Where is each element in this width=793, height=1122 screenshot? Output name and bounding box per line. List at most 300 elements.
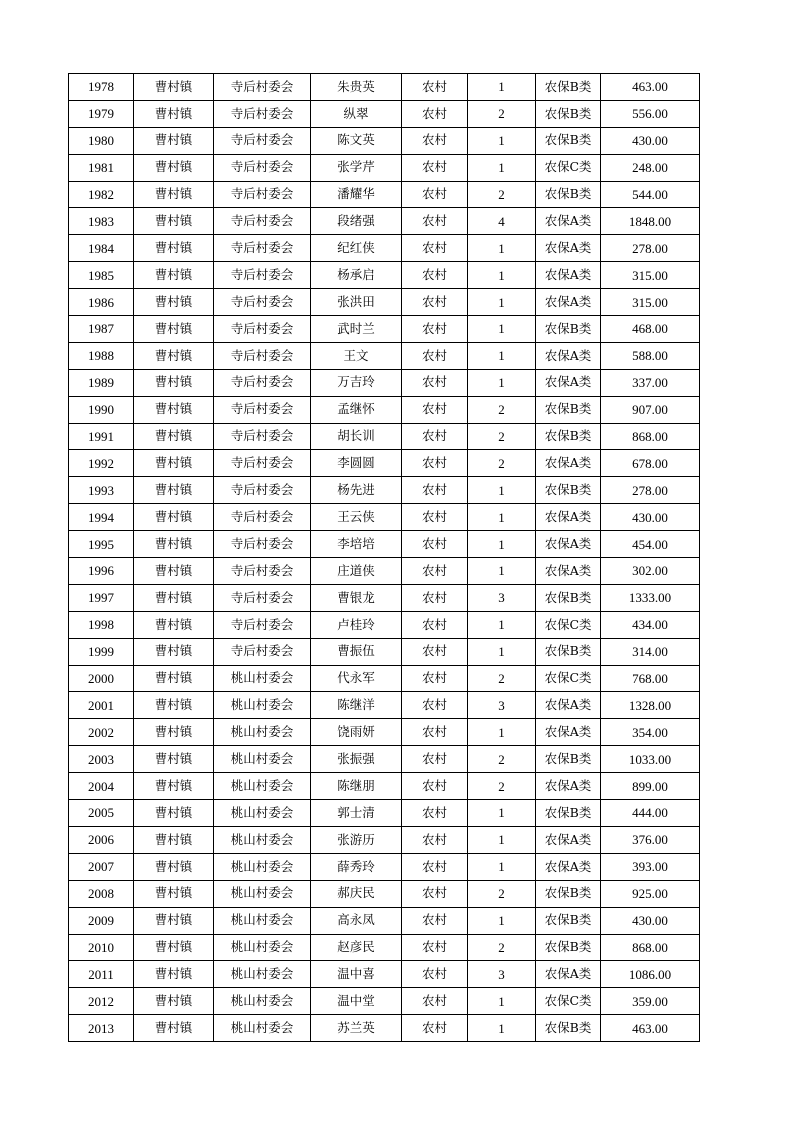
cell-row-number: 2001 bbox=[69, 692, 134, 719]
cell-village-committee: 寺后村委会 bbox=[214, 369, 311, 396]
cell-household-count: 1 bbox=[468, 342, 536, 369]
cell-person-name: 陈文英 bbox=[311, 127, 402, 154]
cell-town: 曹村镇 bbox=[134, 100, 214, 127]
cell-area-type: 农村 bbox=[402, 154, 468, 181]
cell-person-name: 苏兰英 bbox=[311, 1015, 402, 1042]
cell-area-type: 农村 bbox=[402, 181, 468, 208]
table-row bbox=[69, 880, 700, 907]
cell-village-committee: 寺后村委会 bbox=[214, 262, 311, 289]
cell-village-committee: 寺后村委会 bbox=[214, 396, 311, 423]
cell-person-name: 纵翠 bbox=[311, 100, 402, 127]
cell-amount: 278.00 bbox=[601, 477, 700, 504]
table-row bbox=[69, 638, 700, 665]
cell-household-count: 1 bbox=[468, 316, 536, 343]
cell-row-number: 1983 bbox=[69, 208, 134, 235]
cell-village-committee: 寺后村委会 bbox=[214, 450, 311, 477]
cell-area-type: 农村 bbox=[402, 692, 468, 719]
cell-insurance-category: 农保B类 bbox=[536, 800, 601, 827]
cell-household-count: 1 bbox=[468, 638, 536, 665]
cell-area-type: 农村 bbox=[402, 369, 468, 396]
cell-person-name: 赵彦民 bbox=[311, 934, 402, 961]
cell-insurance-category: 农保B类 bbox=[536, 181, 601, 208]
cell-row-number: 2012 bbox=[69, 988, 134, 1015]
cell-row-number: 1989 bbox=[69, 369, 134, 396]
cell-person-name: 杨承启 bbox=[311, 262, 402, 289]
cell-village-committee: 桃山村委会 bbox=[214, 907, 311, 934]
cell-row-number: 1996 bbox=[69, 558, 134, 585]
cell-household-count: 2 bbox=[468, 423, 536, 450]
cell-household-count: 1 bbox=[468, 1015, 536, 1042]
cell-household-count: 1 bbox=[468, 558, 536, 585]
cell-household-count: 2 bbox=[468, 934, 536, 961]
cell-row-number: 2009 bbox=[69, 907, 134, 934]
cell-household-count: 1 bbox=[468, 262, 536, 289]
cell-area-type: 农村 bbox=[402, 208, 468, 235]
cell-household-count: 1 bbox=[468, 154, 536, 181]
cell-area-type: 农村 bbox=[402, 423, 468, 450]
cell-village-committee: 寺后村委会 bbox=[214, 154, 311, 181]
cell-insurance-category: 农保B类 bbox=[536, 638, 601, 665]
cell-row-number: 2013 bbox=[69, 1015, 134, 1042]
cell-insurance-category: 农保C类 bbox=[536, 665, 601, 692]
cell-insurance-category: 农保A类 bbox=[536, 208, 601, 235]
cell-person-name: 段绪强 bbox=[311, 208, 402, 235]
cell-insurance-category: 农保A类 bbox=[536, 558, 601, 585]
cell-area-type: 农村 bbox=[402, 289, 468, 316]
cell-area-type: 农村 bbox=[402, 316, 468, 343]
cell-household-count: 3 bbox=[468, 692, 536, 719]
cell-town: 曹村镇 bbox=[134, 800, 214, 827]
cell-amount: 430.00 bbox=[601, 504, 700, 531]
cell-town: 曹村镇 bbox=[134, 342, 214, 369]
cell-household-count: 1 bbox=[468, 504, 536, 531]
cell-row-number: 1982 bbox=[69, 181, 134, 208]
cell-village-committee: 寺后村委会 bbox=[214, 342, 311, 369]
cell-town: 曹村镇 bbox=[134, 719, 214, 746]
cell-area-type: 农村 bbox=[402, 826, 468, 853]
cell-town: 曹村镇 bbox=[134, 369, 214, 396]
cell-town: 曹村镇 bbox=[134, 396, 214, 423]
cell-person-name: 胡长训 bbox=[311, 423, 402, 450]
cell-village-committee: 桃山村委会 bbox=[214, 692, 311, 719]
cell-town: 曹村镇 bbox=[134, 262, 214, 289]
cell-insurance-category: 农保C类 bbox=[536, 611, 601, 638]
cell-amount: 544.00 bbox=[601, 181, 700, 208]
cell-amount: 556.00 bbox=[601, 100, 700, 127]
cell-amount: 430.00 bbox=[601, 127, 700, 154]
cell-village-committee: 桃山村委会 bbox=[214, 773, 311, 800]
cell-insurance-category: 农保B类 bbox=[536, 127, 601, 154]
cell-area-type: 农村 bbox=[402, 665, 468, 692]
table-row bbox=[69, 100, 700, 127]
cell-town: 曹村镇 bbox=[134, 289, 214, 316]
table-row bbox=[69, 316, 700, 343]
table-row bbox=[69, 531, 700, 558]
cell-area-type: 农村 bbox=[402, 531, 468, 558]
cell-row-number: 1988 bbox=[69, 342, 134, 369]
cell-amount: 1333.00 bbox=[601, 584, 700, 611]
cell-household-count: 3 bbox=[468, 961, 536, 988]
cell-village-committee: 寺后村委会 bbox=[214, 181, 311, 208]
table-row bbox=[69, 369, 700, 396]
table-row bbox=[69, 477, 700, 504]
cell-household-count: 2 bbox=[468, 880, 536, 907]
cell-household-count: 1 bbox=[468, 477, 536, 504]
table-row bbox=[69, 584, 700, 611]
cell-row-number: 1981 bbox=[69, 154, 134, 181]
cell-area-type: 农村 bbox=[402, 74, 468, 101]
cell-amount: 434.00 bbox=[601, 611, 700, 638]
cell-insurance-category: 农保B类 bbox=[536, 74, 601, 101]
cell-amount: 1848.00 bbox=[601, 208, 700, 235]
cell-village-committee: 寺后村委会 bbox=[214, 289, 311, 316]
cell-village-committee: 寺后村委会 bbox=[214, 504, 311, 531]
cell-town: 曹村镇 bbox=[134, 584, 214, 611]
cell-household-count: 1 bbox=[468, 611, 536, 638]
cell-town: 曹村镇 bbox=[134, 638, 214, 665]
cell-insurance-category: 农保B类 bbox=[536, 477, 601, 504]
cell-person-name: 温中喜 bbox=[311, 961, 402, 988]
cell-town: 曹村镇 bbox=[134, 611, 214, 638]
cell-town: 曹村镇 bbox=[134, 208, 214, 235]
cell-area-type: 农村 bbox=[402, 584, 468, 611]
cell-row-number: 1987 bbox=[69, 316, 134, 343]
cell-village-committee: 桃山村委会 bbox=[214, 800, 311, 827]
cell-amount: 868.00 bbox=[601, 423, 700, 450]
cell-row-number: 1997 bbox=[69, 584, 134, 611]
table-row bbox=[69, 154, 700, 181]
cell-amount: 907.00 bbox=[601, 396, 700, 423]
cell-row-number: 2010 bbox=[69, 934, 134, 961]
cell-village-committee: 桃山村委会 bbox=[214, 880, 311, 907]
cell-insurance-category: 农保A类 bbox=[536, 692, 601, 719]
cell-row-number: 1993 bbox=[69, 477, 134, 504]
cell-insurance-category: 农保B类 bbox=[536, 584, 601, 611]
cell-person-name: 纪红侠 bbox=[311, 235, 402, 262]
cell-row-number: 2004 bbox=[69, 773, 134, 800]
cell-area-type: 农村 bbox=[402, 342, 468, 369]
cell-area-type: 农村 bbox=[402, 853, 468, 880]
cell-row-number: 1992 bbox=[69, 450, 134, 477]
cell-household-count: 1 bbox=[468, 289, 536, 316]
cell-area-type: 农村 bbox=[402, 1015, 468, 1042]
cell-amount: 678.00 bbox=[601, 450, 700, 477]
cell-row-number: 1998 bbox=[69, 611, 134, 638]
cell-row-number: 1979 bbox=[69, 100, 134, 127]
cell-town: 曹村镇 bbox=[134, 746, 214, 773]
cell-town: 曹村镇 bbox=[134, 558, 214, 585]
cell-town: 曹村镇 bbox=[134, 692, 214, 719]
cell-person-name: 饶雨妍 bbox=[311, 719, 402, 746]
table-row bbox=[69, 1015, 700, 1042]
cell-row-number: 2011 bbox=[69, 961, 134, 988]
table-row bbox=[69, 450, 700, 477]
cell-household-count: 1 bbox=[468, 853, 536, 880]
cell-amount: 302.00 bbox=[601, 558, 700, 585]
cell-row-number: 1995 bbox=[69, 531, 134, 558]
cell-town: 曹村镇 bbox=[134, 665, 214, 692]
cell-area-type: 农村 bbox=[402, 746, 468, 773]
table-row bbox=[69, 934, 700, 961]
cell-area-type: 农村 bbox=[402, 127, 468, 154]
cell-person-name: 万吉玲 bbox=[311, 369, 402, 396]
cell-area-type: 农村 bbox=[402, 450, 468, 477]
cell-insurance-category: 农保A类 bbox=[536, 342, 601, 369]
table-row bbox=[69, 800, 700, 827]
cell-household-count: 2 bbox=[468, 450, 536, 477]
cell-insurance-category: 农保B类 bbox=[536, 934, 601, 961]
cell-village-committee: 寺后村委会 bbox=[214, 235, 311, 262]
cell-person-name: 张游历 bbox=[311, 826, 402, 853]
cell-town: 曹村镇 bbox=[134, 853, 214, 880]
cell-household-count: 1 bbox=[468, 369, 536, 396]
cell-row-number: 1990 bbox=[69, 396, 134, 423]
cell-household-count: 2 bbox=[468, 181, 536, 208]
table-row bbox=[69, 692, 700, 719]
cell-row-number: 1986 bbox=[69, 289, 134, 316]
cell-village-committee: 桃山村委会 bbox=[214, 826, 311, 853]
cell-person-name: 陈继朋 bbox=[311, 773, 402, 800]
cell-town: 曹村镇 bbox=[134, 1015, 214, 1042]
cell-area-type: 农村 bbox=[402, 477, 468, 504]
cell-village-committee: 桃山村委会 bbox=[214, 934, 311, 961]
cell-household-count: 1 bbox=[468, 800, 536, 827]
table-row bbox=[69, 853, 700, 880]
table-row bbox=[69, 826, 700, 853]
table-row bbox=[69, 988, 700, 1015]
cell-insurance-category: 农保A类 bbox=[536, 450, 601, 477]
cell-person-name: 张洪田 bbox=[311, 289, 402, 316]
table-row bbox=[69, 262, 700, 289]
cell-person-name: 王云侠 bbox=[311, 504, 402, 531]
cell-household-count: 4 bbox=[468, 208, 536, 235]
cell-village-committee: 寺后村委会 bbox=[214, 100, 311, 127]
cell-amount: 354.00 bbox=[601, 719, 700, 746]
cell-village-committee: 桃山村委会 bbox=[214, 988, 311, 1015]
cell-row-number: 2000 bbox=[69, 665, 134, 692]
table-row bbox=[69, 289, 700, 316]
cell-household-count: 1 bbox=[468, 74, 536, 101]
cell-amount: 393.00 bbox=[601, 853, 700, 880]
cell-person-name: 潘耀华 bbox=[311, 181, 402, 208]
cell-person-name: 李圆圆 bbox=[311, 450, 402, 477]
cell-row-number: 2006 bbox=[69, 826, 134, 853]
cell-insurance-category: 农保A类 bbox=[536, 773, 601, 800]
table-row bbox=[69, 907, 700, 934]
cell-amount: 376.00 bbox=[601, 826, 700, 853]
cell-area-type: 农村 bbox=[402, 988, 468, 1015]
cell-town: 曹村镇 bbox=[134, 826, 214, 853]
cell-village-committee: 桃山村委会 bbox=[214, 719, 311, 746]
cell-insurance-category: 农保A类 bbox=[536, 235, 601, 262]
cell-amount: 1328.00 bbox=[601, 692, 700, 719]
cell-person-name: 曹银龙 bbox=[311, 584, 402, 611]
cell-row-number: 2002 bbox=[69, 719, 134, 746]
cell-area-type: 农村 bbox=[402, 611, 468, 638]
cell-amount: 463.00 bbox=[601, 1015, 700, 1042]
cell-town: 曹村镇 bbox=[134, 907, 214, 934]
cell-town: 曹村镇 bbox=[134, 423, 214, 450]
cell-insurance-category: 农保A类 bbox=[536, 826, 601, 853]
cell-area-type: 农村 bbox=[402, 504, 468, 531]
cell-amount: 444.00 bbox=[601, 800, 700, 827]
cell-town: 曹村镇 bbox=[134, 127, 214, 154]
cell-insurance-category: 农保C类 bbox=[536, 154, 601, 181]
cell-person-name: 曹振伍 bbox=[311, 638, 402, 665]
cell-row-number: 1978 bbox=[69, 74, 134, 101]
cell-household-count: 1 bbox=[468, 127, 536, 154]
cell-village-committee: 寺后村委会 bbox=[214, 558, 311, 585]
cell-person-name: 朱贵英 bbox=[311, 74, 402, 101]
cell-household-count: 2 bbox=[468, 773, 536, 800]
cell-household-count: 1 bbox=[468, 531, 536, 558]
table-row bbox=[69, 235, 700, 262]
cell-household-count: 1 bbox=[468, 235, 536, 262]
cell-village-committee: 桃山村委会 bbox=[214, 1015, 311, 1042]
cell-row-number: 2005 bbox=[69, 800, 134, 827]
cell-village-committee: 寺后村委会 bbox=[214, 423, 311, 450]
cell-household-count: 2 bbox=[468, 100, 536, 127]
cell-household-count: 1 bbox=[468, 826, 536, 853]
cell-village-committee: 寺后村委会 bbox=[214, 208, 311, 235]
cell-area-type: 农村 bbox=[402, 961, 468, 988]
cell-insurance-category: 农保B类 bbox=[536, 396, 601, 423]
cell-insurance-category: 农保A类 bbox=[536, 531, 601, 558]
cell-insurance-category: 农保C类 bbox=[536, 988, 601, 1015]
cell-household-count: 1 bbox=[468, 719, 536, 746]
table-row bbox=[69, 342, 700, 369]
cell-town: 曹村镇 bbox=[134, 531, 214, 558]
cell-insurance-category: 农保A类 bbox=[536, 369, 601, 396]
cell-person-name: 王文 bbox=[311, 342, 402, 369]
cell-area-type: 农村 bbox=[402, 934, 468, 961]
cell-amount: 315.00 bbox=[601, 262, 700, 289]
cell-household-count: 2 bbox=[468, 746, 536, 773]
cell-row-number: 1991 bbox=[69, 423, 134, 450]
cell-person-name: 孟继怀 bbox=[311, 396, 402, 423]
cell-household-count: 1 bbox=[468, 907, 536, 934]
cell-area-type: 农村 bbox=[402, 800, 468, 827]
cell-amount: 468.00 bbox=[601, 316, 700, 343]
table-row bbox=[69, 423, 700, 450]
cell-household-count: 2 bbox=[468, 665, 536, 692]
cell-person-name: 郝庆民 bbox=[311, 880, 402, 907]
cell-amount: 768.00 bbox=[601, 665, 700, 692]
cell-area-type: 农村 bbox=[402, 880, 468, 907]
cell-town: 曹村镇 bbox=[134, 450, 214, 477]
cell-insurance-category: 农保A类 bbox=[536, 719, 601, 746]
cell-town: 曹村镇 bbox=[134, 316, 214, 343]
cell-insurance-category: 农保A类 bbox=[536, 262, 601, 289]
cell-area-type: 农村 bbox=[402, 638, 468, 665]
cell-town: 曹村镇 bbox=[134, 235, 214, 262]
cell-amount: 315.00 bbox=[601, 289, 700, 316]
cell-insurance-category: 农保B类 bbox=[536, 1015, 601, 1042]
cell-insurance-category: 农保A类 bbox=[536, 853, 601, 880]
cell-amount: 868.00 bbox=[601, 934, 700, 961]
cell-person-name: 张学芹 bbox=[311, 154, 402, 181]
cell-row-number: 1985 bbox=[69, 262, 134, 289]
table-row bbox=[69, 746, 700, 773]
cell-area-type: 农村 bbox=[402, 558, 468, 585]
cell-amount: 1086.00 bbox=[601, 961, 700, 988]
cell-town: 曹村镇 bbox=[134, 181, 214, 208]
table-row bbox=[69, 611, 700, 638]
cell-area-type: 农村 bbox=[402, 773, 468, 800]
table-row bbox=[69, 127, 700, 154]
cell-village-committee: 寺后村委会 bbox=[214, 316, 311, 343]
cell-area-type: 农村 bbox=[402, 235, 468, 262]
cell-person-name: 李培培 bbox=[311, 531, 402, 558]
cell-town: 曹村镇 bbox=[134, 988, 214, 1015]
table-row bbox=[69, 558, 700, 585]
cell-village-committee: 寺后村委会 bbox=[214, 531, 311, 558]
cell-household-count: 1 bbox=[468, 988, 536, 1015]
cell-village-committee: 桃山村委会 bbox=[214, 853, 311, 880]
cell-village-committee: 桃山村委会 bbox=[214, 961, 311, 988]
cell-insurance-category: 农保A类 bbox=[536, 504, 601, 531]
cell-insurance-category: 农保B类 bbox=[536, 907, 601, 934]
cell-row-number: 2007 bbox=[69, 853, 134, 880]
table-row bbox=[69, 208, 700, 235]
table-row bbox=[69, 504, 700, 531]
cell-town: 曹村镇 bbox=[134, 477, 214, 504]
cell-insurance-category: 农保A类 bbox=[536, 289, 601, 316]
cell-row-number: 2008 bbox=[69, 880, 134, 907]
cell-village-committee: 寺后村委会 bbox=[214, 638, 311, 665]
cell-village-committee: 桃山村委会 bbox=[214, 746, 311, 773]
table-row bbox=[69, 719, 700, 746]
cell-town: 曹村镇 bbox=[134, 154, 214, 181]
cell-amount: 314.00 bbox=[601, 638, 700, 665]
cell-insurance-category: 农保A类 bbox=[536, 961, 601, 988]
cell-amount: 454.00 bbox=[601, 531, 700, 558]
cell-person-name: 陈继洋 bbox=[311, 692, 402, 719]
cell-person-name: 郭士清 bbox=[311, 800, 402, 827]
table-row bbox=[69, 181, 700, 208]
cell-insurance-category: 农保B类 bbox=[536, 316, 601, 343]
cell-row-number: 1984 bbox=[69, 235, 134, 262]
cell-insurance-category: 农保B类 bbox=[536, 423, 601, 450]
cell-person-name: 庄道侠 bbox=[311, 558, 402, 585]
cell-row-number: 1994 bbox=[69, 504, 134, 531]
cell-area-type: 农村 bbox=[402, 396, 468, 423]
cell-amount: 1033.00 bbox=[601, 746, 700, 773]
table-row bbox=[69, 961, 700, 988]
cell-amount: 248.00 bbox=[601, 154, 700, 181]
cell-person-name: 代永军 bbox=[311, 665, 402, 692]
cell-amount: 359.00 bbox=[601, 988, 700, 1015]
cell-insurance-category: 农保B类 bbox=[536, 746, 601, 773]
cell-area-type: 农村 bbox=[402, 262, 468, 289]
cell-town: 曹村镇 bbox=[134, 934, 214, 961]
cell-household-count: 3 bbox=[468, 584, 536, 611]
data-table bbox=[68, 73, 700, 1042]
cell-village-committee: 寺后村委会 bbox=[214, 611, 311, 638]
cell-town: 曹村镇 bbox=[134, 880, 214, 907]
cell-area-type: 农村 bbox=[402, 719, 468, 746]
cell-person-name: 高永凤 bbox=[311, 907, 402, 934]
cell-area-type: 农村 bbox=[402, 100, 468, 127]
cell-town: 曹村镇 bbox=[134, 961, 214, 988]
cell-household-count: 2 bbox=[468, 396, 536, 423]
cell-village-committee: 寺后村委会 bbox=[214, 127, 311, 154]
cell-village-committee: 寺后村委会 bbox=[214, 584, 311, 611]
cell-amount: 899.00 bbox=[601, 773, 700, 800]
cell-village-committee: 寺后村委会 bbox=[214, 74, 311, 101]
cell-town: 曹村镇 bbox=[134, 74, 214, 101]
cell-insurance-category: 农保B类 bbox=[536, 880, 601, 907]
